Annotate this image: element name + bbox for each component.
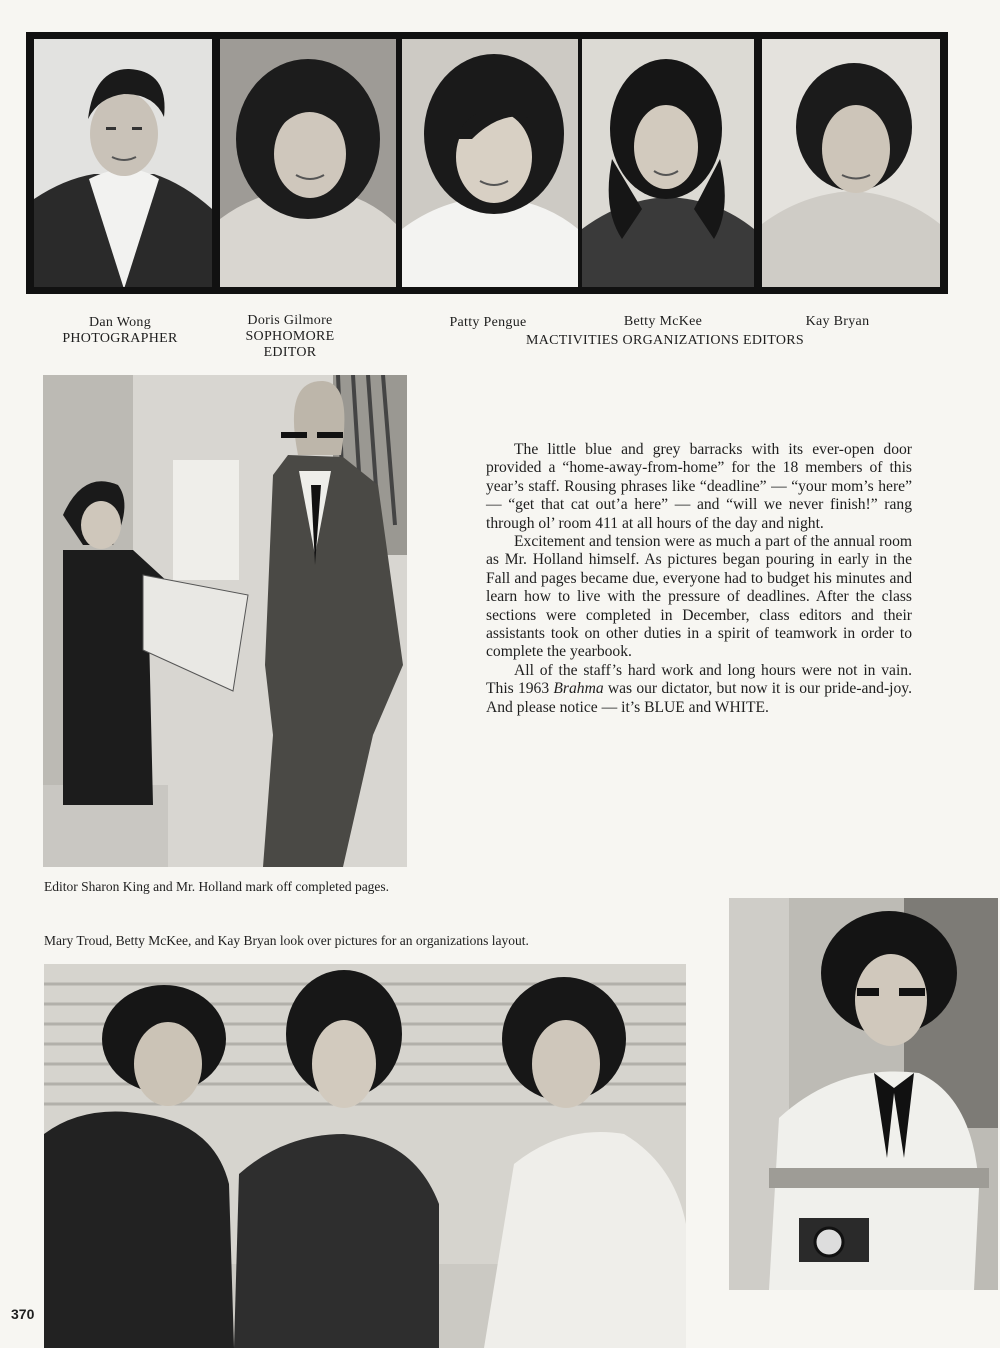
yearbook-title: Brahma xyxy=(553,680,604,698)
group-role-caption: MACTIVITIES ORGANIZATIONS EDITORS xyxy=(526,333,804,348)
article-paragraph xyxy=(486,662,912,717)
article-paragraph: Excitement and tension were as much a part of the annual room as Mr. Holland himself. As pictures began pouring in early in the Fall and pages became due, everyone had to budget his minutes and learn how to live with the pressure of deadlines. After the class sections were completed in December, class editors and their assistants took on other duties in a spirit of teamwork in order to complete the yearbook. xyxy=(486,533,912,661)
article-text: All of the staff’s hard work and long hours were not in vain. This 1963 xyxy=(486,661,912,698)
staff-role: PHOTOGRAPHER xyxy=(62,331,178,346)
page-number: 370 xyxy=(11,1306,35,1322)
article-paragraph: The little blue and grey barracks with its ever-open door provided a “home-away-from-home” for the 18 members of this year’s staff. Rousing phrases like “deadline” — “your mom’s here” — “get that cat out’a here” — and “will we never finish!” rang through ol’ room 411 at all hours of the day and night. xyxy=(486,441,912,532)
portrait-doris-gilmore xyxy=(220,39,396,287)
staff-name: Kay Bryan xyxy=(805,314,870,329)
editor-photo-caption: Editor Sharon King and Mr. Holland mark off completed pages. xyxy=(44,879,390,894)
caption-doris-gilmore xyxy=(225,313,355,361)
caption-patty-pengue xyxy=(428,315,548,331)
group-photo xyxy=(44,964,686,1348)
group-photo-caption: Mary Troud, Betty McKee, and Kay Bryan look over pictures for an organizations layout. xyxy=(44,933,529,948)
caption-betty-mckee xyxy=(603,314,723,330)
article-body xyxy=(486,441,912,717)
staff-name: Betty McKee xyxy=(623,314,703,329)
article-text: was our dictator, but now it is our pride-and-joy. And please notice — it’s BLUE and WHITE. xyxy=(486,680,912,716)
portrait-strip xyxy=(26,32,948,294)
portrait-dan-wong xyxy=(34,39,212,287)
portrait-kay-bryan xyxy=(762,39,940,287)
portrait-betty-mckee xyxy=(582,39,754,287)
staff-name: Patty Pengue xyxy=(449,315,527,330)
caption-kay-bryan xyxy=(780,314,895,330)
staff-role: SOPHOMORE EDITOR xyxy=(245,329,335,360)
camera-portrait-photo xyxy=(729,898,998,1290)
staff-name: Dan Wong xyxy=(88,315,152,330)
portrait-patty-pengue xyxy=(402,39,578,287)
caption-dan-wong xyxy=(40,315,200,347)
staff-name: Doris Gilmore xyxy=(247,313,333,328)
editor-photo xyxy=(43,375,407,867)
